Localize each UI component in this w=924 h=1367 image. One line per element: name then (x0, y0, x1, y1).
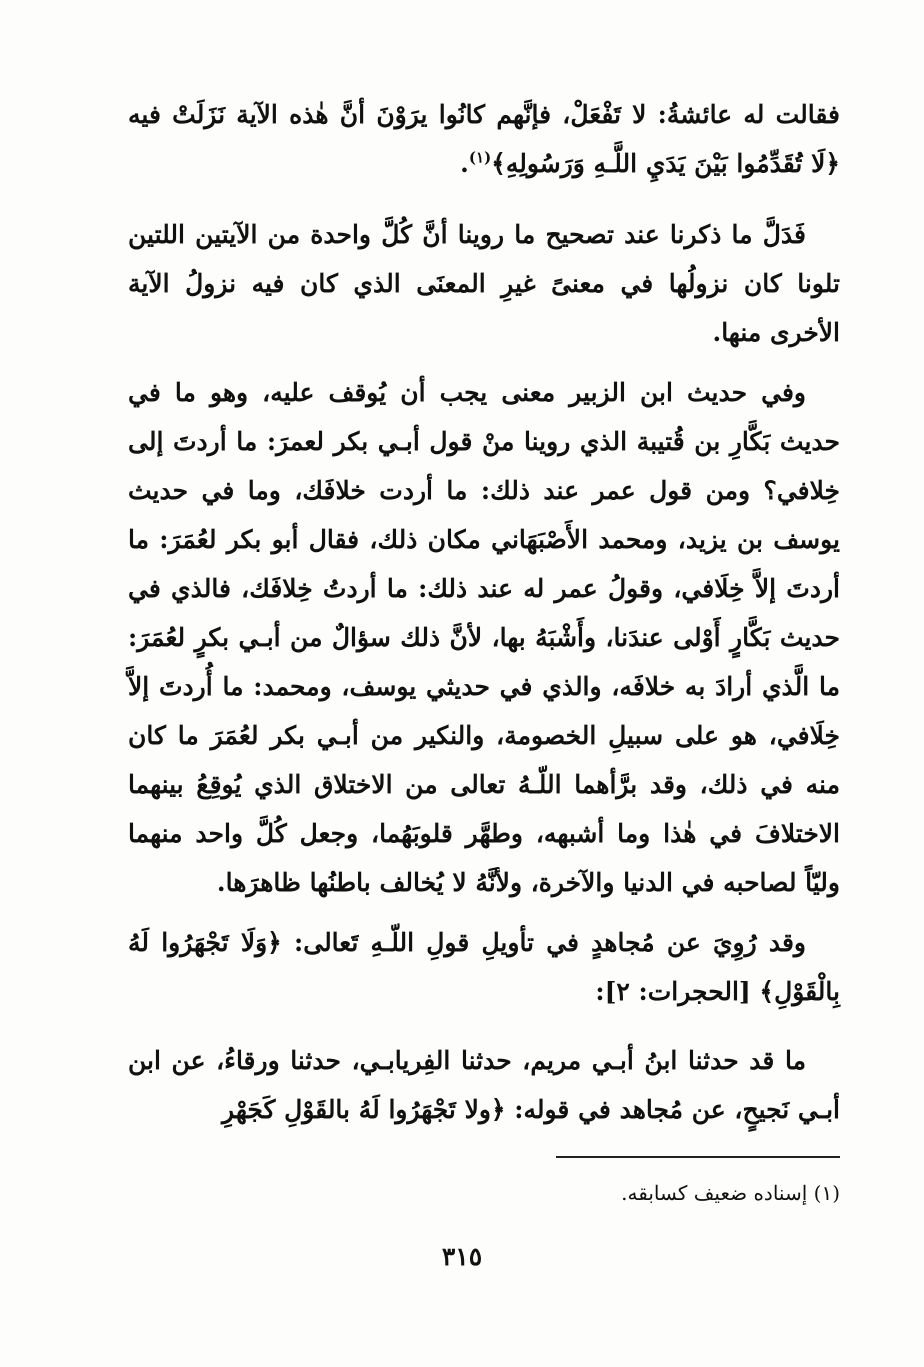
paragraph-4-text (128, 918, 840, 1016)
paragraph-2-text: فَدَلَّ ما ذكرنا عند تصحيح ما روينا أنَّ كُلَّ واحدة من الآيتين اللتين تلونا كان نزولُها في معنىً غيرِ المعنَى الذي كان فيه نزولُ الآية الأخرى منها. (128, 220, 840, 347)
paragraph-5-lead: ما قد حدثنا ابنُ أبـي مريم، حدثنا الفِريابـي، حدثنا ورقاءُ، عن ابن أبـي نَجيحٍ، عن مُجاهد في قوله: (128, 1046, 840, 1124)
paragraph-1 (128, 90, 840, 188)
paragraph-3 (128, 368, 840, 907)
paragraph-4 (128, 918, 840, 1016)
paragraph-1-line-1: فقالت له عائشةُ: لا تَفْعَلْ، فإنَّهم كانُوا يرَوْنَ أنَّ هٰذه الآية نَزَلَتْ فيه (128, 100, 840, 129)
quran-quote: ﴿وَلَا تَجْهَرُوا لَهُ بِالْقَوْلِ﴾ (128, 928, 840, 1006)
paragraph-5-text (128, 1036, 840, 1134)
footnote-divider (556, 1156, 840, 1158)
page-number: ٣١٥ (441, 1242, 483, 1271)
paragraph-1-end: . (460, 149, 469, 178)
quran-quote: ﴿ولا تَجْهَرُوا لَهُ بالقَوْلِ كَجَهْرِ (222, 1095, 506, 1124)
footnote: (١) إسناده ضعيف كسابقه. (621, 1181, 840, 1205)
paragraph-5 (128, 1036, 840, 1134)
quran-quote: ﴿لَا تُقَدِّمُوا بَيْنَ يَدَيِ اللَّـهِ وَرَسُولِهِ﴾ (491, 149, 840, 178)
paragraph-3-text: وفي حديث ابن الزبير معنى يجب أن يُوقف عليه، وهو ما في حديث بَكَّارِ بن قُتيبة الذي روينا منْ قول أبـي بكر لعمرَ: ما أردتَ إلى خِلافي؟ ومن قول عمر عند ذلك: ما أردت خلافَك، وما في حديث يوسف بن يزيد، ومحمد الأَصْبَهَاني مكان ذلك، فقال أبو بكر لعُمَرَ: ما أردتَ إلاَّ خِلَافي، وقولُ عمر له عند ذلك: ما أردتُ خِلافَك، فالذي في حديث بَكَّارٍ أَوْلى عندَنا، وأَشْبَهُ بها، لأنَّ ذلك سؤالٌ من أبـي بكرٍ لعُمَرَ: ما الَّذي أرادَ به خلافَه، والذي في حديثي يوسف، ومحمد: ما أُردتَ إلاَّ خِلَافي، هو على سبيلِ الخصومة، والنكير من أبـي بكر لعُمَرَ ما كان منه في ذلك، وقد برَّأهما اللّـهُ تعالى من الاختلاق الذي يُوقِعُ بينهما الاختلافَ في هٰذا وما أشبهه، وطهَّر قلوبَهُما، وجعل كُلَّ واحد منهما وليّاً لصاحبه في الدنيا والآخرة، ولأنَّهُ لا يُخالف باطنُها ظاهرَها. (128, 378, 840, 897)
paragraph-1-text (128, 90, 840, 188)
surah-reference: [الحجرات: ٢]: (595, 977, 760, 1006)
paragraph-2 (128, 210, 840, 357)
footnote-ref[interactable]: (١) (468, 148, 492, 167)
paragraph-4-lead: وقد رُوِيَ عن مُجاهدٍ في تأويلِ قولِ اللّـهِ تَعالى: (281, 928, 806, 957)
